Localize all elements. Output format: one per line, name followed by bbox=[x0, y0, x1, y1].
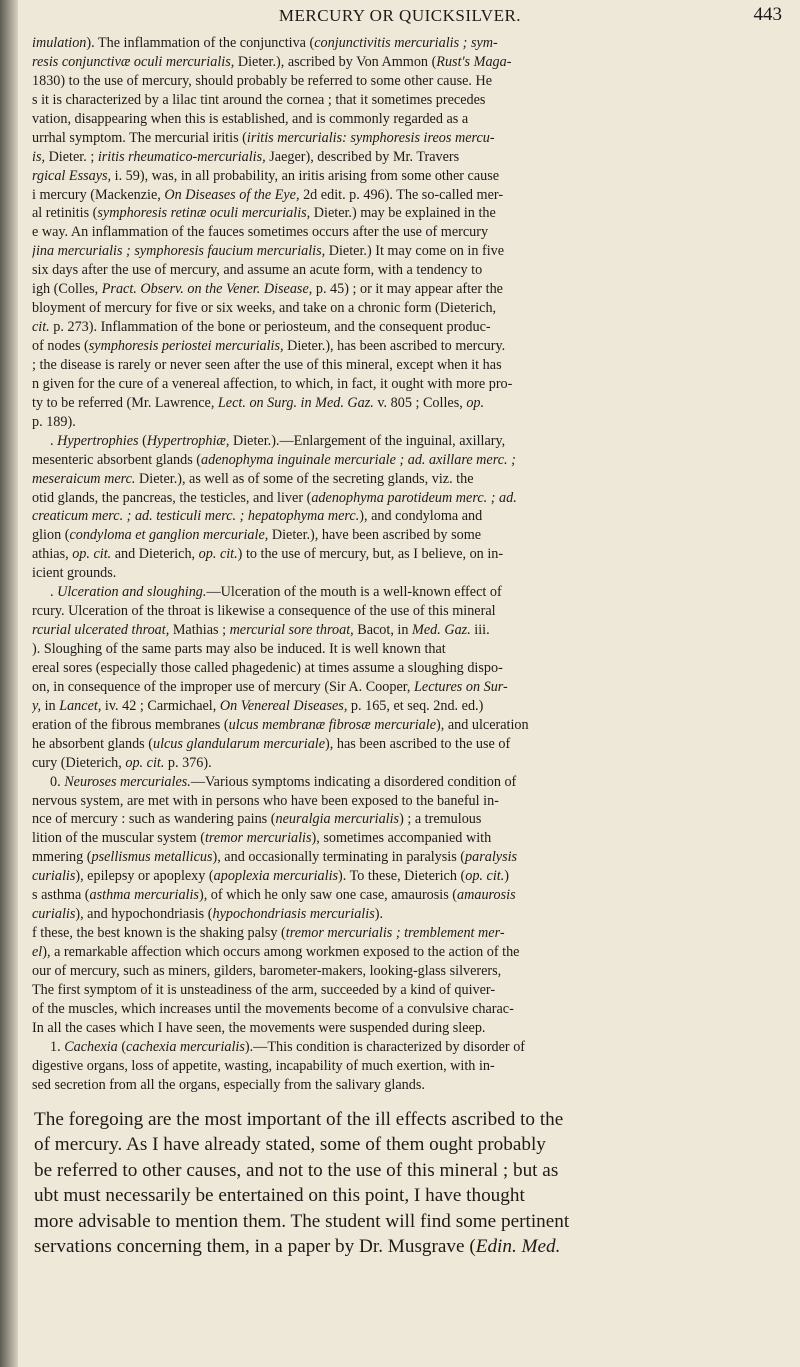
text-run: ), and occasionally terminating in paralysis ( bbox=[212, 849, 466, 866]
text-run: ), epilepsy or apoplexy ( bbox=[75, 868, 214, 885]
text-line bbox=[32, 451, 786, 470]
paragraph bbox=[32, 583, 786, 772]
italic-text: curialis bbox=[32, 906, 76, 923]
text-line bbox=[34, 1183, 786, 1208]
italic-text: Hypertrophiæ, bbox=[146, 432, 230, 449]
italic-text: meseraicum merc. bbox=[32, 470, 136, 487]
concluding-paragraph bbox=[34, 1107, 786, 1259]
text-run: e way. An inflammation of the fauces sometimes occurs after the use of mercury bbox=[32, 224, 489, 241]
running-head: MERCURY OR QUICKSILVER. bbox=[278, 6, 522, 25]
paragraph bbox=[32, 1038, 786, 1095]
text-line bbox=[32, 167, 786, 186]
text-line bbox=[32, 394, 786, 413]
text-run: he absorbent glands ( bbox=[32, 735, 153, 752]
italic-text: op. cit. bbox=[125, 754, 165, 771]
text-run: of mercury. As I have already stated, some of them ought probably bbox=[34, 1134, 546, 1156]
italic-text: rgical Essays, bbox=[32, 167, 112, 184]
text-line bbox=[32, 848, 786, 867]
italic-text: apoplexia mercurialis bbox=[213, 868, 339, 885]
text-line bbox=[32, 489, 786, 508]
text-run: Dieter.), has been ascribed to mercury. bbox=[283, 338, 506, 354]
text-line bbox=[32, 905, 786, 924]
text-run: ereal sores (especially those called phagedenic) at times assume a sloughing dispo- bbox=[32, 659, 503, 676]
text-run: mesenteric absorbent glands ( bbox=[32, 451, 202, 468]
text-run: of nodes ( bbox=[32, 338, 89, 354]
text-line bbox=[32, 91, 786, 110]
italic-text: adenophyma parotideum merc. ; ad. bbox=[311, 489, 517, 506]
italic-text: op. cit. bbox=[72, 546, 112, 563]
text-line bbox=[34, 1209, 786, 1234]
text-run: glion ( bbox=[32, 527, 70, 544]
text-run: six days after the use of mercury, and assume an acute form, with a tendency to bbox=[32, 262, 483, 279]
text-run: rcury. Ulceration of the throat is likewise a consequence of the use of this mineral bbox=[32, 603, 496, 620]
italic-text: On Venereal Diseases, bbox=[219, 697, 348, 714]
text-run: ).—This condition is characterized by disorder of bbox=[244, 1038, 526, 1055]
text-line bbox=[32, 678, 786, 697]
italic-text: Lancet, bbox=[59, 697, 102, 714]
text-run: lition of the muscular system ( bbox=[32, 830, 205, 847]
text-run: of the muscles, which increases until the movements become of a convulsive charac- bbox=[32, 1000, 514, 1017]
italic-text: Med. Gaz. bbox=[412, 622, 471, 639]
text-run: mmering ( bbox=[32, 849, 92, 866]
text-line bbox=[32, 716, 786, 735]
text-line bbox=[32, 34, 786, 53]
italic-text: Lectures on Sur- bbox=[414, 678, 508, 695]
text-line bbox=[32, 356, 786, 375]
text-run: iii. bbox=[470, 622, 490, 639]
italic-text: Hypertrophies bbox=[57, 432, 139, 449]
text-line bbox=[34, 1107, 786, 1132]
text-line bbox=[32, 735, 786, 754]
italic-text: jina mercurialis ; symphoresis faucium mercurialis, bbox=[32, 243, 326, 260]
text-run: vation, disappearing when this is established, and is commonly regarded as a bbox=[32, 110, 469, 127]
text-line bbox=[32, 659, 786, 678]
text-run: Dieter.) It may come on in five bbox=[325, 243, 505, 260]
italic-text: rcurial ulcerated throat, bbox=[32, 622, 170, 639]
text-line bbox=[32, 754, 786, 773]
text-run: bloyment of mercury for five or six weeks, and take on a chronic form (Dieterich, bbox=[32, 300, 497, 317]
paragraph bbox=[32, 773, 786, 1038]
text-run: eration of the fibrous membranes ( bbox=[32, 716, 229, 733]
italic-text: op. cit. bbox=[465, 868, 505, 885]
italic-text: is, bbox=[32, 148, 46, 165]
text-run: al retinitis ( bbox=[32, 205, 98, 222]
text-run: and Dieterich, bbox=[111, 546, 199, 563]
text-line bbox=[32, 375, 786, 394]
text-run: . bbox=[50, 432, 58, 449]
text-run: In all the cases which I have seen, the movements were suspended during sleep. bbox=[32, 1019, 486, 1036]
text-run: ty to be referred (Mr. Lawrence, bbox=[32, 394, 218, 411]
text-run: ), and ulceration bbox=[436, 716, 529, 733]
paragraph bbox=[32, 34, 786, 432]
italic-text: ulcus membranæ fibrosæ mercuriale bbox=[228, 716, 437, 733]
text-line bbox=[32, 242, 786, 261]
italic-text: tremor mercurialis bbox=[204, 830, 312, 847]
italic-text: imulation bbox=[32, 35, 87, 51]
text-run: be referred to other causes, and not to the use of this mineral ; but as bbox=[34, 1159, 559, 1181]
text-run: our of mercury, such as miners, gilders, barometer-makers, looking-glass silverers, bbox=[32, 962, 502, 979]
text-run: Dieter.).—Enlargement of the inguinal, axillary, bbox=[229, 432, 506, 449]
text-run: ) to the use of mercury, but, as I believe, on in- bbox=[237, 546, 504, 563]
text-run: i. 59), was, in all probability, an iritis arising from some other cause bbox=[111, 167, 500, 184]
text-line bbox=[32, 773, 786, 792]
text-run: p. 376). bbox=[164, 754, 212, 771]
italic-text: op. bbox=[466, 394, 485, 411]
italic-text: Lect. on Surg. in Med. Gaz. bbox=[217, 394, 374, 411]
text-run: ), a remarkable affection which occurs among workmen exposed to the action of the bbox=[42, 944, 520, 960]
text-line bbox=[32, 1019, 786, 1038]
italic-text: ulcus glandularum mercuriale bbox=[152, 735, 326, 752]
text-line bbox=[32, 545, 786, 564]
italic-text: resis conjunctivæ oculi mercurialis, bbox=[32, 53, 235, 70]
text-run: The foregoing are the most important of the ill effects ascribed to the bbox=[34, 1109, 564, 1130]
text-line bbox=[32, 697, 786, 716]
text-run: athias, bbox=[32, 546, 73, 563]
text-run: ), and hypochondriasis ( bbox=[75, 906, 213, 923]
text-run: ( bbox=[117, 1038, 127, 1055]
text-run: ), sometimes accompanied with bbox=[311, 830, 492, 847]
text-run: Dieter.), ascribed by Von Ammon ( bbox=[234, 53, 437, 70]
text-run: servations concerning them, in a paper by Dr. Musgrave ( bbox=[34, 1235, 476, 1257]
italic-text: Rust's Maga- bbox=[436, 53, 512, 70]
italic-text: mercurial sore throat, bbox=[229, 622, 354, 639]
text-run: Dieter.), as well as of some of the secreting glands, viz. the bbox=[135, 470, 474, 487]
text-line bbox=[32, 640, 786, 659]
italic-text: symphoresis retinæ oculi mercurialis, bbox=[97, 205, 311, 222]
text-run: urrhal symptom. The mercurial iritis ( bbox=[32, 129, 247, 146]
text-line bbox=[32, 924, 786, 943]
text-line bbox=[32, 53, 786, 72]
text-run: p. 273). Inflammation of the bone or periosteum, and the consequent produc- bbox=[49, 319, 491, 336]
text-run: ubt must necessarily be entertained on this point, I have thought bbox=[34, 1185, 525, 1207]
text-line bbox=[32, 602, 786, 621]
italic-text: curialis bbox=[32, 868, 76, 885]
text-line bbox=[32, 583, 786, 602]
text-run: s it is characterized by a lilac tint around the cornea ; that it sometimes precedes bbox=[32, 91, 486, 108]
text-run: otid glands, the pancreas, the testicles, and liver ( bbox=[32, 489, 312, 506]
text-line bbox=[32, 318, 786, 337]
italic-text: symphoresis periostei mercurialis, bbox=[88, 338, 284, 354]
text-run: on, in consequence of the improper use of mercury (Sir A. Cooper, bbox=[32, 678, 414, 695]
text-run: p. 189). bbox=[32, 413, 76, 430]
text-run: ) ; a tremulous bbox=[399, 811, 482, 828]
binding-gutter-shadow bbox=[0, 0, 18, 1367]
italic-text: Ulceration and sloughing. bbox=[57, 584, 207, 601]
italic-text: iritis mercurialis: symphoresis ireos mercu- bbox=[246, 129, 495, 146]
text-run: n given for the cure of a venereal affection, to which, in fact, it ought with more pro- bbox=[32, 375, 513, 392]
text-run: ). Sloughing of the same parts may also be induced. It is well known that bbox=[32, 641, 446, 657]
text-run: igh (Colles, bbox=[32, 281, 102, 298]
text-line bbox=[32, 621, 786, 640]
main-body-text bbox=[32, 34, 786, 1095]
text-line bbox=[32, 1000, 786, 1019]
italic-text: iritis rheumatico-mercurialis, bbox=[97, 148, 266, 165]
italic-text: cit. bbox=[32, 319, 50, 336]
text-run: icient grounds. bbox=[32, 565, 117, 582]
text-line bbox=[32, 186, 786, 205]
italic-text: Pract. Observ. on the Vener. Disease, bbox=[101, 281, 313, 298]
text-run: i mercury (Mackenzie, bbox=[32, 186, 165, 203]
italic-text: Edin. Med. bbox=[475, 1235, 561, 1257]
text-run: ), has been ascribed to the use of bbox=[325, 735, 511, 752]
italic-text: neuralgia mercurialis bbox=[275, 811, 400, 828]
text-run: 2d edit. p. 496). The so-called mer- bbox=[299, 186, 504, 203]
text-run: 1. bbox=[50, 1038, 65, 1055]
italic-text: asthma mercurialis bbox=[89, 887, 199, 904]
text-run: . bbox=[50, 584, 58, 601]
text-line bbox=[32, 1038, 786, 1057]
text-run: ), and condyloma and bbox=[359, 508, 483, 525]
italic-text: Neuroses mercuriales. bbox=[64, 773, 191, 790]
text-line bbox=[32, 110, 786, 129]
text-run: sed secretion from all the organs, especially from the salivary glands. bbox=[32, 1076, 425, 1093]
text-run: Dieter. ; bbox=[45, 148, 98, 165]
italic-text: hypochondriasis mercurialis bbox=[212, 906, 375, 923]
text-run: ). To these, Dieterich ( bbox=[338, 868, 466, 885]
text-run: v. 805 ; Colles, bbox=[373, 394, 467, 411]
page-number: 443 bbox=[753, 4, 782, 25]
italic-text: y, bbox=[32, 697, 42, 714]
text-line bbox=[32, 470, 786, 489]
text-run: —Ulceration of the mouth is a well-known effect of bbox=[206, 584, 502, 601]
italic-text: condyloma et ganglion mercuriale, bbox=[69, 527, 269, 544]
text-line bbox=[32, 432, 786, 451]
text-run: f these, the best known is the shaking palsy ( bbox=[32, 925, 286, 942]
text-line bbox=[32, 129, 786, 148]
text-run: in bbox=[41, 697, 60, 714]
text-line bbox=[32, 72, 786, 91]
page-header bbox=[0, 2, 800, 32]
text-line bbox=[32, 148, 786, 167]
text-line bbox=[32, 413, 786, 432]
text-run: 1830) to the use of mercury, should probably be referred to some other cause. He bbox=[32, 72, 493, 89]
text-line bbox=[32, 943, 786, 962]
italic-text: creaticum merc. ; ad. testiculi merc. ; hepatophyma merc. bbox=[32, 508, 360, 525]
text-line bbox=[32, 337, 786, 356]
text-run: nce of mercury : such as wandering pains ( bbox=[32, 811, 276, 828]
text-run: p. 165, et seq. 2nd. ed.) bbox=[347, 697, 484, 714]
text-run: cury (Dieterich, bbox=[32, 754, 126, 771]
italic-text: Cachexia bbox=[64, 1038, 118, 1055]
italic-text: paralysis bbox=[465, 849, 518, 866]
text-run: ; the disease is rarely or never seen after the use of this mineral, except when it has bbox=[32, 356, 502, 373]
italic-text: conjunctivitis mercurialis ; sym- bbox=[314, 35, 498, 51]
text-line bbox=[34, 1158, 786, 1183]
italic-text: el bbox=[32, 944, 43, 960]
text-line bbox=[32, 261, 786, 280]
text-run: ( bbox=[138, 432, 147, 449]
text-run: 0. bbox=[50, 773, 65, 790]
text-line bbox=[32, 299, 786, 318]
text-run: Mathias ; bbox=[169, 622, 230, 639]
text-run: nervous system, are met with in persons who have been exposed to the baneful in- bbox=[32, 792, 499, 809]
text-line bbox=[32, 829, 786, 848]
text-line bbox=[32, 867, 786, 886]
text-line bbox=[34, 1234, 786, 1259]
text-run: The first symptom of it is unsteadiness of the arm, succeeded by a kind of quiver- bbox=[32, 981, 496, 998]
text-line bbox=[32, 1076, 786, 1095]
italic-text: tremor mercurialis ; tremblement mer- bbox=[285, 925, 505, 942]
italic-text: cachexia mercurialis bbox=[126, 1038, 245, 1055]
text-line bbox=[32, 526, 786, 545]
text-run: ). bbox=[374, 906, 383, 923]
text-run: p. 45) ; or it may appear after the bbox=[312, 281, 503, 298]
text-line bbox=[32, 962, 786, 981]
text-run: Bacot, in bbox=[353, 622, 413, 639]
text-run: Jaeger), described by Mr. Travers bbox=[265, 148, 460, 165]
text-run: digestive organs, loss of appetite, wasting, incapability of much exertion, with in- bbox=[32, 1057, 495, 1074]
text-run: Dieter.), have been ascribed by some bbox=[268, 527, 482, 544]
paragraph bbox=[32, 432, 786, 584]
text-line bbox=[32, 981, 786, 1000]
text-line bbox=[34, 1132, 786, 1157]
text-line bbox=[32, 204, 786, 223]
text-line bbox=[32, 792, 786, 811]
text-line bbox=[32, 280, 786, 299]
text-line bbox=[32, 223, 786, 242]
text-run: more advisable to mention them. The student will find some pertinent bbox=[34, 1210, 570, 1232]
text-run: s asthma ( bbox=[32, 887, 90, 904]
text-line bbox=[32, 507, 786, 526]
italic-text: adenophyma inguinale mercuriale ; ad. axillare merc. ; bbox=[201, 451, 516, 468]
text-run: Dieter.) may be explained in the bbox=[310, 205, 496, 222]
text-line bbox=[32, 564, 786, 583]
text-run: ) bbox=[504, 868, 509, 885]
text-run: iv. 42 ; Carmichael, bbox=[101, 697, 220, 714]
text-line bbox=[32, 886, 786, 905]
italic-text: amaurosis bbox=[457, 887, 516, 904]
italic-text: op. cit. bbox=[198, 546, 238, 563]
text-line bbox=[32, 1057, 786, 1076]
text-run: ). The inflammation of the conjunctiva ( bbox=[86, 35, 315, 51]
text-run: —Various symptoms indicating a disordered condition of bbox=[190, 773, 517, 790]
text-line bbox=[32, 810, 786, 829]
text-run: ), of which he only saw one case, amaurosis ( bbox=[198, 887, 458, 904]
italic-text: On Diseases of the Eye, bbox=[164, 186, 300, 203]
italic-text: psellismus metallicus bbox=[91, 849, 213, 866]
